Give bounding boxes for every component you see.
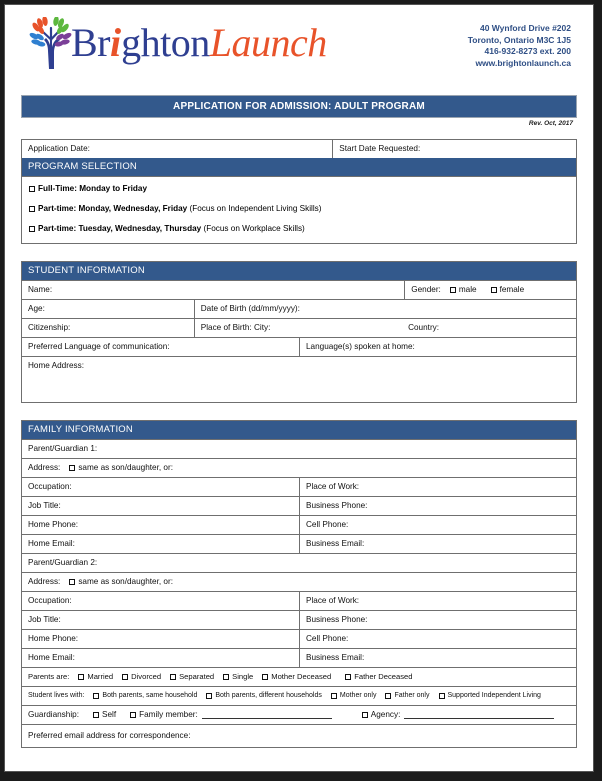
- guardian1-cell-phone-field[interactable]: Cell Phone:: [299, 516, 576, 534]
- preferred-email-field[interactable]: Preferred email address for correspondence:: [28, 731, 191, 740]
- parents-status-father-deceased-label: Father Deceased: [354, 672, 413, 681]
- program-option-parttime-twt[interactable]: [22, 219, 576, 239]
- guardian1-same-address-option[interactable]: [69, 462, 173, 474]
- lives-with-option-mother-only[interactable]: [331, 690, 377, 702]
- checkbox-icon[interactable]: [385, 693, 391, 699]
- program-option-parttime-mwf-note: (Focus on Independent Living Skills): [187, 204, 322, 213]
- lives-with-field[interactable]: [22, 687, 576, 705]
- lives-with-both-different-label: Both parents, different households: [215, 692, 322, 699]
- guardian1-name-field[interactable]: Parent/Guardian 1:: [28, 444, 98, 453]
- guardian2-same-address-option[interactable]: [69, 576, 173, 588]
- parents-status-option-married[interactable]: [78, 671, 113, 683]
- guardian2-business-phone-field[interactable]: Business Phone:: [299, 611, 576, 629]
- start-date-field[interactable]: Start Date Requested:: [332, 140, 576, 158]
- lives-with-both-same-label: Both parents, same household: [102, 692, 198, 699]
- guardian1-occupation-row: [22, 477, 576, 496]
- student-information-heading: STUDENT INFORMATION: [22, 262, 576, 280]
- guardian1-place-of-work-field[interactable]: Place of Work:: [299, 478, 576, 496]
- home-languages-field[interactable]: Language(s) spoken at home:: [299, 338, 576, 356]
- letterhead-address: [468, 23, 571, 69]
- guardian2-job-title-field[interactable]: Job Title:: [28, 615, 61, 624]
- guardianship-option-family-member[interactable]: [130, 709, 198, 721]
- lives-with-option-supported-independent[interactable]: [439, 690, 541, 702]
- guardian2-email-row: [22, 648, 576, 667]
- student-information-block: [21, 261, 577, 403]
- guardianship-agency-label: Agency:: [370, 710, 401, 719]
- guardianship-self-label: Self: [101, 710, 117, 719]
- guardian1-address-label: Address:: [28, 463, 61, 472]
- parents-status-option-divorced[interactable]: [122, 671, 161, 683]
- guardian1-address-row: [22, 458, 576, 477]
- checkbox-icon[interactable]: [29, 206, 35, 212]
- parents-status-option-single[interactable]: [223, 671, 253, 683]
- guardian1-business-email-field[interactable]: Business Email:: [299, 535, 576, 553]
- brand-text-br: Br: [71, 20, 110, 65]
- program-option-parttime-mwf[interactable]: [22, 199, 576, 219]
- gender-option-male[interactable]: [450, 284, 477, 296]
- parents-status-mother-deceased-label: Mother Deceased: [271, 672, 332, 681]
- place-of-birth-country-label: Country:: [408, 323, 440, 332]
- checkbox-icon[interactable]: [362, 712, 368, 718]
- student-citizenship-field[interactable]: Citizenship:: [28, 323, 71, 332]
- place-of-birth-city-label: Place of Birth: City:: [200, 323, 271, 332]
- student-gender-field[interactable]: [404, 281, 576, 299]
- guardian2-phone-row: [22, 629, 576, 648]
- brand-wordmark: [71, 21, 327, 65]
- guardian2-business-email-field[interactable]: Business Email:: [299, 649, 576, 667]
- address-line-city: Toronto, Ontario M3C 1J5: [467, 34, 571, 45]
- checkbox-icon[interactable]: [439, 693, 445, 699]
- revision-note: Rev. Oct, 2017: [528, 120, 573, 127]
- guardian1-home-phone-field[interactable]: Home Phone:: [28, 520, 79, 529]
- checkbox-icon[interactable]: [491, 287, 497, 293]
- guardian1-occupation-field[interactable]: Occupation:: [28, 482, 72, 491]
- guardian2-home-phone-field[interactable]: Home Phone:: [28, 634, 79, 643]
- checkbox-icon[interactable]: [69, 465, 75, 471]
- student-language-row: [22, 337, 576, 356]
- checkbox-icon[interactable]: [93, 693, 99, 699]
- address-line-street: 40 Wynford Drive #202: [479, 23, 571, 33]
- program-option-parttime-mwf-label: Part-time: Monday, Wednesday, Friday: [38, 204, 188, 213]
- parents-status-single-label: Single: [232, 672, 254, 681]
- guardianship-row: [22, 705, 576, 724]
- student-name-row: [22, 280, 576, 299]
- guardianship-label: Guardianship:: [28, 710, 79, 719]
- brand-logo: [29, 17, 327, 69]
- program-option-parttime-twt-note: (Focus on Workplace Skills): [201, 224, 305, 233]
- page-title: APPLICATION FOR ADMISSION: ADULT PROGRAM: [21, 95, 577, 118]
- lives-with-label: Student lives with:: [28, 692, 85, 699]
- checkbox-icon[interactable]: [223, 674, 229, 680]
- guardian2-occupation-field[interactable]: Occupation:: [28, 596, 72, 605]
- checkbox-icon[interactable]: [206, 693, 212, 699]
- application-date-row: [22, 140, 576, 158]
- guardian1-jobtitle-row: [22, 496, 576, 515]
- program-option-list: [22, 176, 576, 243]
- gender-male-label: male: [458, 285, 477, 294]
- home-address-field[interactable]: Home Address:: [28, 361, 84, 370]
- parents-status-option-mother-deceased[interactable]: [262, 671, 331, 683]
- checkbox-icon[interactable]: [345, 674, 351, 680]
- guardian1-name-row: [22, 439, 576, 458]
- guardian2-address-field[interactable]: [22, 573, 576, 591]
- guardian1-same-address-label: same as son/daughter, or:: [78, 463, 173, 472]
- parents-status-divorced-label: Divorced: [131, 672, 162, 681]
- parents-status-separated-label: Separated: [179, 672, 215, 681]
- checkbox-icon[interactable]: [170, 674, 176, 680]
- guardian2-address-row: [22, 572, 576, 591]
- lives-with-mother-only-label: Mother only: [339, 692, 377, 699]
- brand-text-launch: Launch: [209, 20, 327, 65]
- program-option-fulltime-label: Full-Time: Monday to Friday: [38, 184, 148, 193]
- tree-logo-icon: [29, 17, 73, 69]
- student-age-dob-row: [22, 299, 576, 318]
- student-home-address-row: [22, 356, 576, 402]
- checkbox-icon[interactable]: [262, 674, 268, 680]
- guardian1-email-row: [22, 534, 576, 553]
- checkbox-icon[interactable]: [331, 693, 337, 699]
- program-option-fulltime[interactable]: [22, 179, 576, 199]
- guardian2-address-label: Address:: [28, 577, 61, 586]
- student-name-field[interactable]: Name:: [28, 285, 53, 294]
- lives-with-row: [22, 686, 576, 705]
- preferred-email-row: [22, 724, 576, 747]
- lives-with-option-both-same[interactable]: [93, 690, 197, 702]
- family-information-heading: FAMILY INFORMATION: [22, 421, 576, 439]
- gender-label: Gender:: [411, 285, 441, 294]
- guardian2-occupation-row: [22, 591, 576, 610]
- checkbox-icon[interactable]: [78, 674, 84, 680]
- program-selection-block: [21, 139, 577, 244]
- lives-with-father-only-label: Father only: [394, 692, 430, 699]
- guardian1-job-title-field[interactable]: Job Title:: [28, 501, 61, 510]
- student-age-field[interactable]: Age:: [28, 304, 45, 313]
- letterhead: [21, 17, 577, 85]
- parents-status-married-label: Married: [87, 672, 114, 681]
- gender-option-female[interactable]: [491, 284, 525, 296]
- family-information-block: [21, 420, 577, 748]
- checkbox-icon[interactable]: [29, 186, 35, 192]
- parents-status-option-separated[interactable]: [170, 671, 214, 683]
- student-birthplace-field[interactable]: [194, 319, 576, 337]
- guardian1-home-email-field[interactable]: Home Email:: [28, 539, 75, 548]
- guardianship-agency-input[interactable]: [404, 711, 554, 719]
- document-page: [4, 4, 594, 772]
- guardian2-home-email-field[interactable]: Home Email:: [28, 653, 75, 662]
- checkbox-icon[interactable]: [122, 674, 128, 680]
- student-dob-field[interactable]: Date of Birth (dd/mm/yyyy):: [194, 300, 576, 318]
- address-line-phone: 416-932-8273 ext. 200: [484, 46, 571, 56]
- guardian1-phone-row: [22, 515, 576, 534]
- guardianship-family-member-label: Family member:: [139, 710, 198, 719]
- guardian2-jobtitle-row: [22, 610, 576, 629]
- student-citizenship-row: [22, 318, 576, 337]
- checkbox-icon[interactable]: [93, 712, 99, 718]
- application-date-field[interactable]: Application Date:: [28, 144, 90, 153]
- preferred-language-field[interactable]: Preferred Language of communication:: [28, 342, 170, 351]
- guardianship-option-self[interactable]: [93, 709, 116, 721]
- checkbox-icon[interactable]: [130, 712, 136, 718]
- parents-status-option-father-deceased[interactable]: [345, 671, 412, 683]
- lives-with-option-father-only[interactable]: [385, 690, 429, 702]
- guardianship-field[interactable]: [22, 706, 576, 724]
- guardian2-name-field[interactable]: Parent/Guardian 2:: [28, 558, 98, 567]
- guardian1-business-phone-field[interactable]: Business Phone:: [299, 497, 576, 515]
- program-option-parttime-twt-label: Part-time: Tuesday, Wednesday, Thursday: [38, 224, 202, 233]
- lives-with-supported-independent-label: Supported Independent Living: [447, 692, 541, 699]
- guardian2-place-of-work-field[interactable]: Place of Work:: [299, 592, 576, 610]
- parents-status-row: [22, 667, 576, 686]
- parents-status-field[interactable]: [22, 668, 576, 686]
- brand-text-i: i: [110, 20, 122, 65]
- checkbox-icon[interactable]: [69, 579, 75, 585]
- checkbox-icon[interactable]: [450, 287, 456, 293]
- guardian2-name-row: [22, 553, 576, 572]
- address-line-website[interactable]: www.brightonlaunch.ca: [475, 57, 571, 68]
- parents-status-label: Parents are:: [28, 672, 70, 681]
- guardian2-same-address-label: same as son/daughter, or:: [78, 577, 173, 586]
- checkbox-icon[interactable]: [29, 226, 35, 232]
- brand-text-ghton: ghton: [121, 20, 210, 65]
- program-selection-heading: PROGRAM SELECTION: [22, 158, 576, 176]
- guardian1-address-field[interactable]: [22, 459, 576, 477]
- guardianship-option-agency[interactable]: [362, 709, 401, 721]
- guardianship-family-member-input[interactable]: [202, 711, 332, 719]
- lives-with-option-both-different[interactable]: [206, 690, 322, 702]
- guardian2-cell-phone-field[interactable]: Cell Phone:: [299, 630, 576, 648]
- gender-female-label: female: [499, 285, 525, 294]
